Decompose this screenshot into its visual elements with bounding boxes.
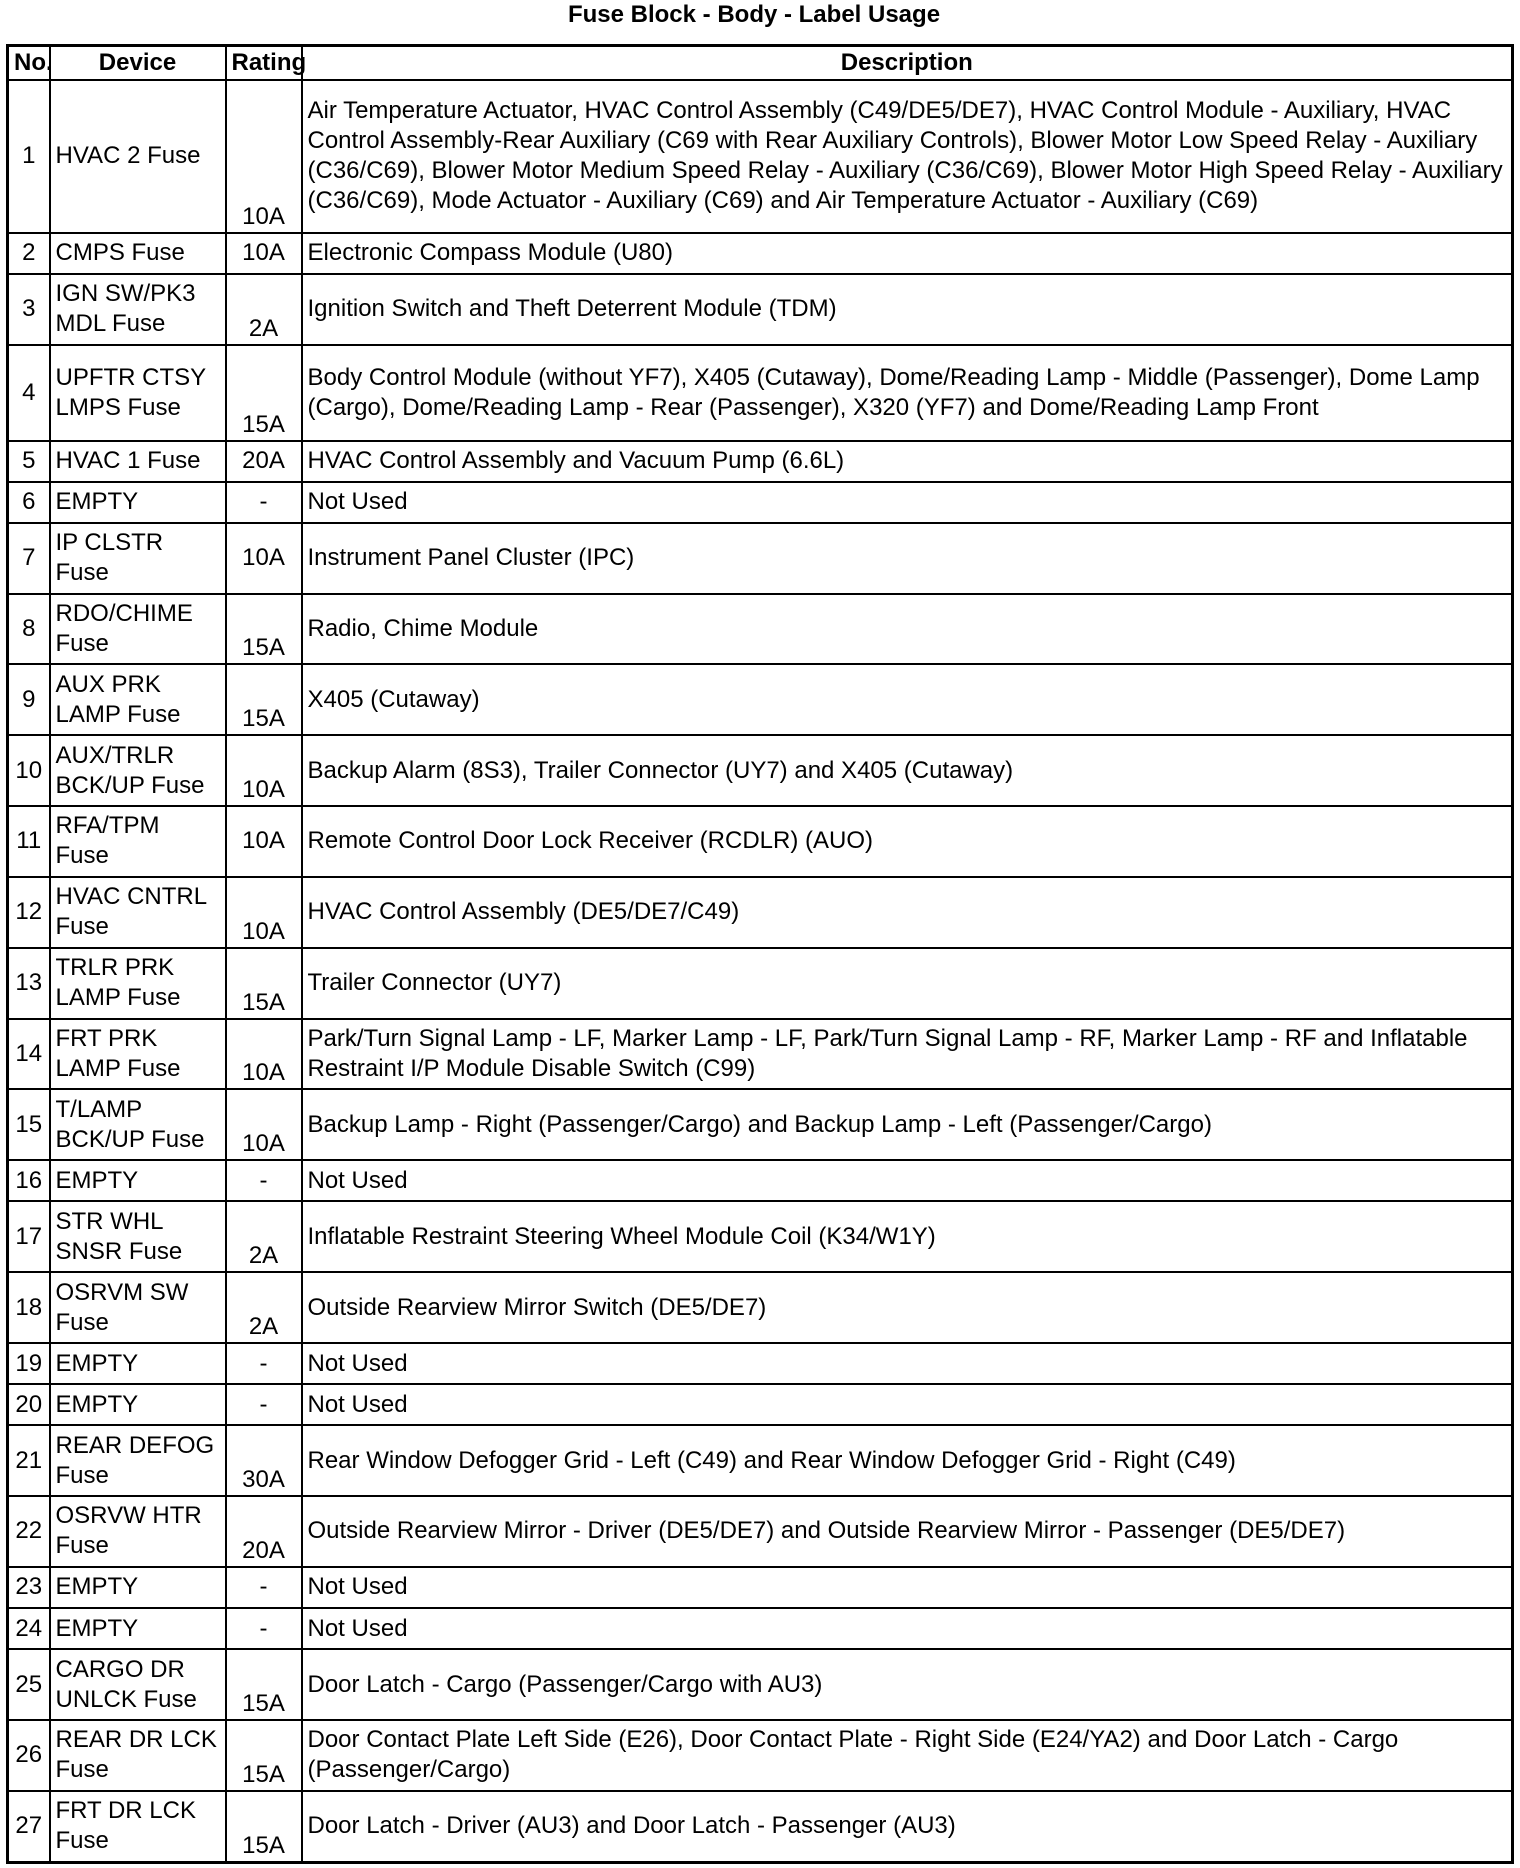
page-title: Fuse Block - Body - Label Usage (567, 1, 941, 28)
table-row (8, 948, 1513, 1019)
table-row (8, 664, 1513, 735)
row-rating: - (226, 1160, 302, 1201)
row-rating: 10A (226, 735, 302, 806)
table-row (8, 1608, 1513, 1649)
row-description: Rear Window Defogger Grid - Left (C49) and Rear Window Defogger Grid - Right (C49) (302, 1425, 1513, 1496)
table-row (8, 1343, 1513, 1384)
row-rating: 15A (226, 948, 302, 1019)
row-description: Not Used (302, 1160, 1513, 1201)
row-device: RDO/CHIME Fuse (50, 594, 226, 665)
row-rating: 15A (226, 594, 302, 665)
row-no: 15 (8, 1089, 50, 1160)
row-description: Outside Rearview Mirror - Driver (DE5/DE7) and Outside Rearview Mirror - Passenger (DE5/DE7) (302, 1496, 1513, 1567)
row-description: Radio, Chime Module (302, 594, 1513, 665)
row-device: RFA/TPM Fuse (50, 806, 226, 877)
row-device: STR WHL SNSR Fuse (50, 1201, 226, 1272)
row-no: 12 (8, 877, 50, 948)
table-row (8, 1720, 1513, 1791)
row-no: 20 (8, 1384, 50, 1425)
row-no: 2 (8, 233, 50, 274)
row-no: 18 (8, 1272, 50, 1343)
row-device: HVAC CNTRL Fuse (50, 877, 226, 948)
row-rating: 15A (226, 664, 302, 735)
row-device: HVAC 1 Fuse (50, 441, 226, 482)
row-no: 22 (8, 1496, 50, 1567)
table-row (8, 1201, 1513, 1272)
row-device: EMPTY (50, 482, 226, 523)
row-no: 6 (8, 482, 50, 523)
row-device: TRLR PRK LAMP Fuse (50, 948, 226, 1019)
row-rating: 2A (226, 1201, 302, 1272)
row-rating: - (226, 1567, 302, 1608)
row-no: 14 (8, 1019, 50, 1090)
row-description: X405 (Cutaway) (302, 664, 1513, 735)
row-no: 23 (8, 1567, 50, 1608)
row-description: Air Temperature Actuator, HVAC Control Assembly (C49/DE5/DE7), HVAC Control Module - Auxiliary, HVAC Control Assembly-Rear Auxiliary (C69 with Rear Auxiliary Controls), Blower Motor Low Speed Relay - Auxiliary (C36/C69), Blower Motor Medium Speed Relay - Auxiliary (C36/C69), Blower Motor High Speed Relay - Auxiliary (C36/C69), Mode Actuator - Auxiliary (C69) and Air Temperature Actuator - Auxiliary (C69) (302, 80, 1513, 233)
table-row (8, 735, 1513, 806)
row-no: 1 (8, 80, 50, 233)
table-row (8, 1160, 1513, 1201)
row-device: IP CLSTR Fuse (50, 523, 226, 594)
row-description: Backup Lamp - Right (Passenger/Cargo) and Backup Lamp - Left (Passenger/Cargo) (302, 1089, 1513, 1160)
row-rating: 10A (226, 523, 302, 594)
row-description: Door Contact Plate Left Side (E26), Door Contact Plate - Right Side (E24/YA2) and Door Latch - Cargo (Passenger/Cargo) (302, 1720, 1513, 1791)
row-device: HVAC 2 Fuse (50, 80, 226, 233)
row-device: EMPTY (50, 1608, 226, 1649)
table-row (8, 877, 1513, 948)
table-row (8, 806, 1513, 877)
row-device: UPFTR CTSY LMPS Fuse (50, 345, 226, 441)
row-description: Not Used (302, 1343, 1513, 1384)
row-no: 25 (8, 1649, 50, 1720)
row-description: HVAC Control Assembly (DE5/DE7/C49) (302, 877, 1513, 948)
row-device: REAR DR LCK Fuse (50, 1720, 226, 1791)
row-no: 8 (8, 594, 50, 665)
row-no: 7 (8, 523, 50, 594)
header-no: No. (8, 46, 50, 80)
row-description: HVAC Control Assembly and Vacuum Pump (6.6L) (302, 441, 1513, 482)
row-description: Inflatable Restraint Steering Wheel Module Coil (K34/W1Y) (302, 1201, 1513, 1272)
header-rating: Rating (226, 46, 302, 80)
row-no: 10 (8, 735, 50, 806)
row-device: OSRVW HTR Fuse (50, 1496, 226, 1567)
table-row (8, 1496, 1513, 1567)
row-device: T/LAMP BCK/UP Fuse (50, 1089, 226, 1160)
row-rating: 20A (226, 1496, 302, 1567)
row-no: 19 (8, 1343, 50, 1384)
row-no: 3 (8, 274, 50, 345)
row-rating: 15A (226, 1649, 302, 1720)
table-row (8, 1019, 1513, 1090)
table-row (8, 523, 1513, 594)
table-row (8, 80, 1513, 233)
table-row (8, 1272, 1513, 1343)
row-device: CARGO DR UNLCK Fuse (50, 1649, 226, 1720)
row-device: FRT PRK LAMP Fuse (50, 1019, 226, 1090)
table-row (8, 441, 1513, 482)
row-device: FRT DR LCK Fuse (50, 1791, 226, 1863)
row-rating: 10A (226, 80, 302, 233)
row-description: Door Latch - Driver (AU3) and Door Latch - Passenger (AU3) (302, 1791, 1513, 1863)
row-rating: 10A (226, 233, 302, 274)
table-row (8, 1791, 1513, 1863)
row-rating: 10A (226, 1019, 302, 1090)
fuse-table (6, 44, 1514, 1864)
row-no: 11 (8, 806, 50, 877)
row-description: Outside Rearview Mirror Switch (DE5/DE7) (302, 1272, 1513, 1343)
row-description: Not Used (302, 482, 1513, 523)
row-device: CMPS Fuse (50, 233, 226, 274)
row-device: EMPTY (50, 1567, 226, 1608)
row-description: Trailer Connector (UY7) (302, 948, 1513, 1019)
row-no: 9 (8, 664, 50, 735)
row-description: Not Used (302, 1608, 1513, 1649)
table-row (8, 1425, 1513, 1496)
header-row (8, 46, 1513, 80)
table-row (8, 1649, 1513, 1720)
row-rating: 10A (226, 1089, 302, 1160)
row-rating: 15A (226, 1791, 302, 1863)
table-row (8, 1567, 1513, 1608)
row-device: EMPTY (50, 1343, 226, 1384)
table-row (8, 274, 1513, 345)
row-device: IGN SW/PK3 MDL Fuse (50, 274, 226, 345)
row-no: 24 (8, 1608, 50, 1649)
row-no: 27 (8, 1791, 50, 1863)
row-rating: - (226, 482, 302, 523)
row-no: 4 (8, 345, 50, 441)
row-no: 17 (8, 1201, 50, 1272)
row-rating: 20A (226, 441, 302, 482)
table-row (8, 345, 1513, 441)
row-rating: 2A (226, 1272, 302, 1343)
row-description: Instrument Panel Cluster (IPC) (302, 523, 1513, 594)
row-rating: - (226, 1608, 302, 1649)
table-row (8, 233, 1513, 274)
table-row (8, 594, 1513, 665)
row-no: 26 (8, 1720, 50, 1791)
row-device: REAR DEFOG Fuse (50, 1425, 226, 1496)
header-device: Device (50, 46, 226, 80)
row-rating: 10A (226, 806, 302, 877)
row-description: Backup Alarm (8S3), Trailer Connector (UY7) and X405 (Cutaway) (302, 735, 1513, 806)
row-rating: 15A (226, 1720, 302, 1791)
row-description: Door Latch - Cargo (Passenger/Cargo with AU3) (302, 1649, 1513, 1720)
row-no: 21 (8, 1425, 50, 1496)
row-device: AUX/TRLR BCK/UP Fuse (50, 735, 226, 806)
row-device: EMPTY (50, 1384, 226, 1425)
row-description: Not Used (302, 1384, 1513, 1425)
row-rating: 2A (226, 274, 302, 345)
header-description: Description (302, 46, 1513, 80)
row-rating: - (226, 1343, 302, 1384)
row-description: Remote Control Door Lock Receiver (RCDLR) (AUO) (302, 806, 1513, 877)
row-rating: - (226, 1384, 302, 1425)
row-description: Not Used (302, 1567, 1513, 1608)
row-description: Body Control Module (without YF7), X405 (Cutaway), Dome/Reading Lamp - Middle (Passenger), Dome Lamp (Cargo), Dome/Reading Lamp - Rear (Passenger), X320 (YF7) and Dome/Reading Lamp Front (302, 345, 1513, 441)
row-description: Park/Turn Signal Lamp - LF, Marker Lamp - LF, Park/Turn Signal Lamp - RF, Marker Lamp - RF and Inflatable Restraint I/P Module Disable Switch (C99) (302, 1019, 1513, 1090)
table-row (8, 482, 1513, 523)
row-rating: 30A (226, 1425, 302, 1496)
row-rating: 10A (226, 877, 302, 948)
row-no: 13 (8, 948, 50, 1019)
row-description: Ignition Switch and Theft Deterrent Module (TDM) (302, 274, 1513, 345)
row-description: Electronic Compass Module (U80) (302, 233, 1513, 274)
table-row (8, 1089, 1513, 1160)
table-body (8, 80, 1513, 1863)
row-rating: 15A (226, 345, 302, 441)
row-no: 5 (8, 441, 50, 482)
table-row (8, 1384, 1513, 1425)
row-device: EMPTY (50, 1160, 226, 1201)
row-device: AUX PRK LAMP Fuse (50, 664, 226, 735)
row-no: 16 (8, 1160, 50, 1201)
row-device: OSRVM SW Fuse (50, 1272, 226, 1343)
